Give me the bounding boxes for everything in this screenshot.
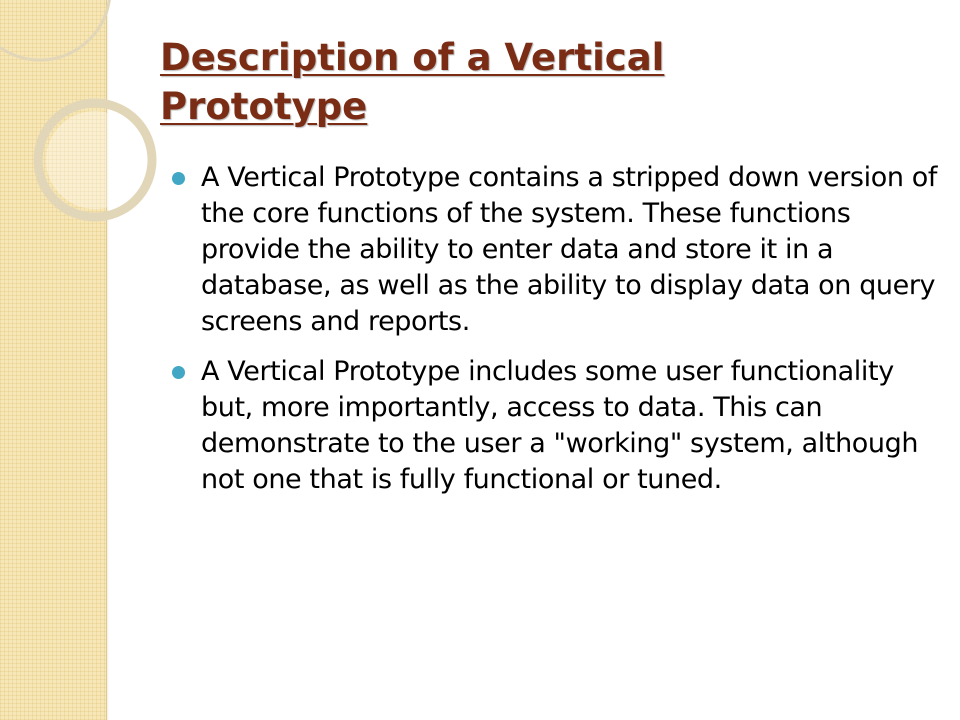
bullet-text: A Vertical Prototype includes some user functionality but, more importantly, access to data. This can demonstrate to the user a "working" system, although not one that is fully functional or tuned. (201, 356, 919, 495)
small-ring-inner (46, 111, 144, 209)
bullet-item-2 (170, 354, 940, 498)
large-ring (0, 0, 110, 60)
bullet-item-1 (170, 160, 940, 340)
bullet-list (170, 160, 940, 512)
decorative-rings (0, 0, 160, 260)
bullet-dot-icon (172, 366, 185, 379)
bullet-dot-icon (172, 172, 185, 185)
bullet-text: A Vertical Prototype contains a stripped down version of the core functions of the system. These functions provide the ability to enter data and store it in a database, as well as the ability to display data on query screens and reports. (201, 162, 937, 337)
slide-title: Description of a Vertical Prototype (160, 36, 665, 128)
